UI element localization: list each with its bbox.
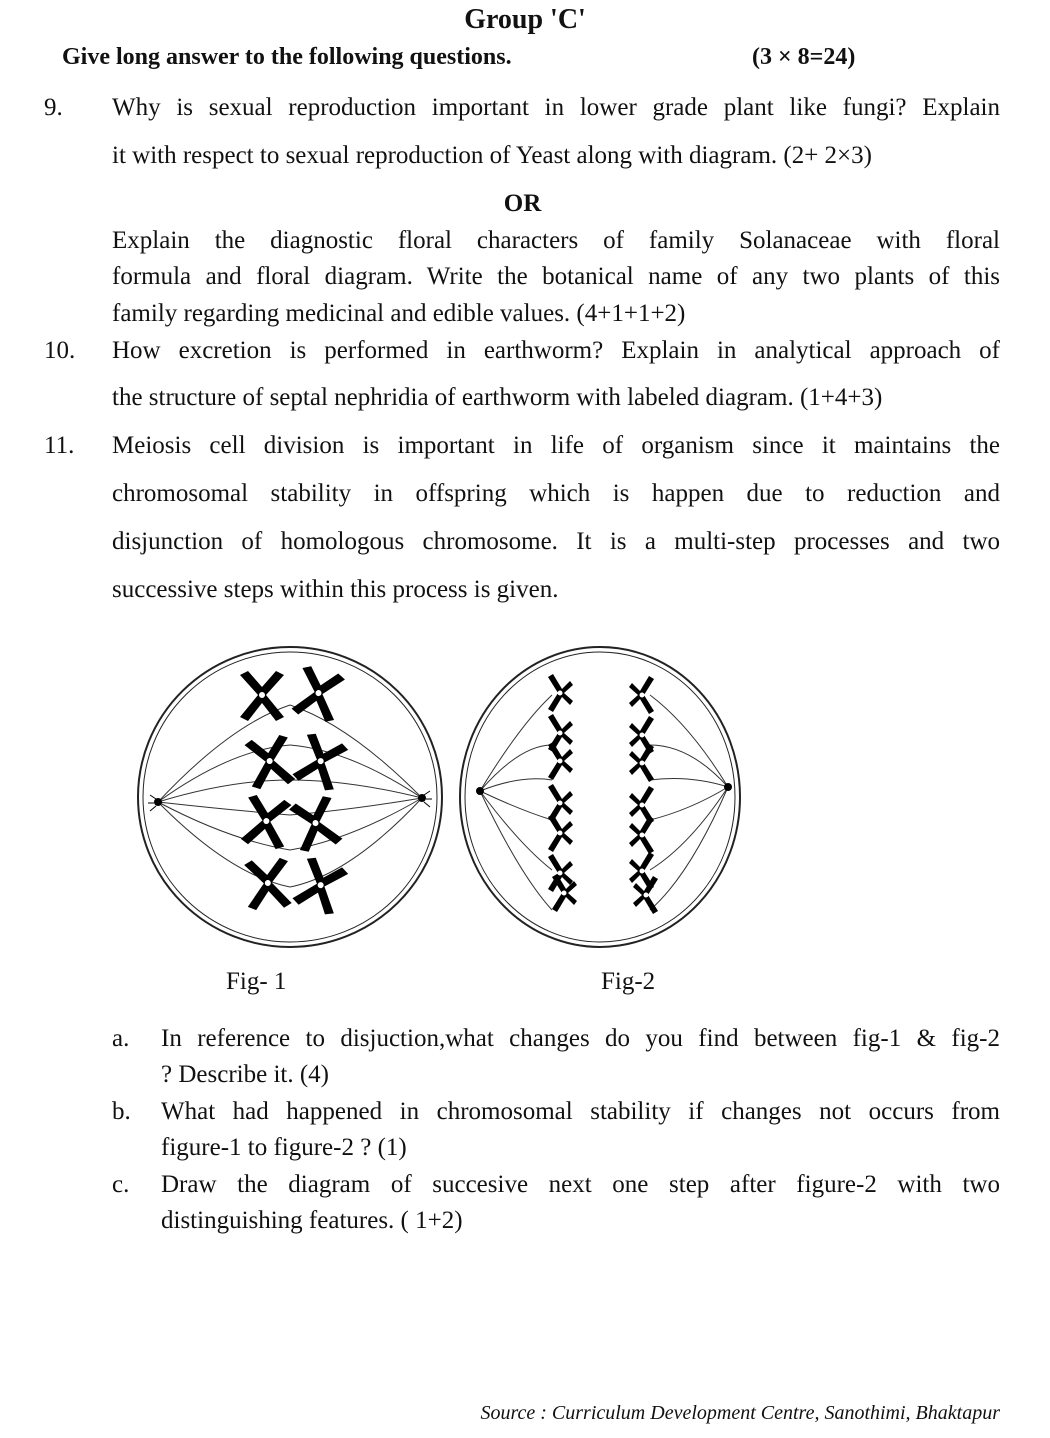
question-9-alt-line-2: formula and floral diagram. Write the botanical name of any two plants of this (112, 263, 1000, 290)
question-9-number: 9. (44, 94, 63, 121)
group-title: Group 'C' (464, 4, 586, 35)
question-10-number: 10. (44, 337, 76, 364)
question-10-line-2: the structure of septal nephridia of earthworm with labeled diagram. (1+4+3) (112, 384, 883, 411)
sub-question-b-label: b. (112, 1098, 131, 1125)
sub-question-c-line-1: Draw the diagram of succesive next one step after figure-2 with two (161, 1171, 1000, 1198)
sub-question-c-line-2: distinguishing features. ( 1+2) (161, 1207, 463, 1234)
question-9-alt-line-3: family regarding medicinal and edible values. (4+1+1+2) (112, 300, 686, 327)
question-9-line-2: it with respect to sexual reproduction of Yeast along with diagram. (2+ 2×3) (112, 142, 872, 169)
question-10-line-1: How excretion is performed in earthworm? Explain in analytical approach of (112, 337, 1000, 364)
instruction-text: Give long answer to the following questions. (62, 44, 512, 70)
meiosis-figures (120, 635, 760, 955)
question-11-line-4: successive steps within this process is given. (112, 576, 559, 603)
question-11-number: 11. (44, 432, 75, 459)
fig-2-label: Fig-2 (601, 968, 656, 995)
question-11-line-2: chromosomal stability in offspring which is happen due to reduction and (112, 480, 1000, 507)
question-11-line-1: Meiosis cell division is important in life of organism since it maintains the (112, 432, 1000, 459)
sub-question-c-label: c. (112, 1171, 130, 1198)
sub-question-b-line-2: figure-1 to figure-2 ? (1) (161, 1134, 407, 1161)
sub-question-b-line-1: What had happened in chromosomal stability if changes not occurs from (161, 1098, 1000, 1125)
or-separator: OR (503, 190, 542, 217)
fig-2-cell-diagram (460, 647, 740, 947)
sub-question-a-line-1: In reference to disjuction,what changes do you find between fig-1 & fig-2 (161, 1025, 1000, 1052)
sub-question-a-line-2: ? Describe it. (4) (161, 1061, 329, 1088)
sub-question-a-label: a. (112, 1025, 130, 1052)
fig-1-cell-diagram (138, 647, 442, 947)
question-9-line-1: Why is sexual reproduction important in lower grade plant like fungi? Explain (112, 94, 1000, 121)
fig-1-label: Fig- 1 (226, 968, 287, 995)
question-11-line-3: disjunction of homologous chromosome. It is a multi-step processes and two (112, 528, 1000, 555)
marks-allocation: (3 × 8=24) (752, 44, 856, 70)
source-citation: Source : Curriculum Development Centre, Sanothimi, Bhaktapur (480, 1402, 1000, 1424)
question-9-alt-line-1: Explain the diagnostic floral characters of family Solanaceae with floral (112, 227, 1000, 254)
